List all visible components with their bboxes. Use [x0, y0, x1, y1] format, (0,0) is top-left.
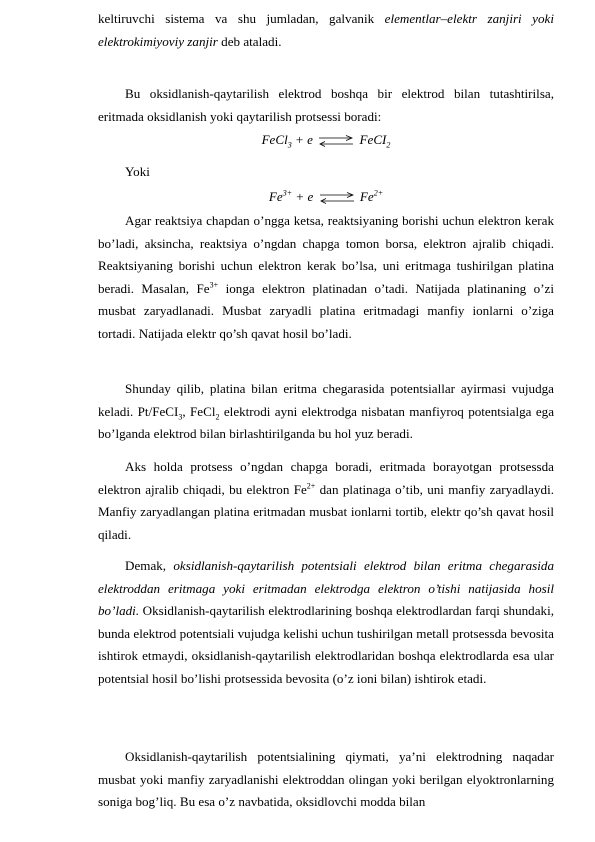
eq2-right-sup: 2+	[373, 188, 384, 198]
paragraph-1-block	[98, 8, 554, 53]
paragraph-2-block	[98, 83, 554, 128]
eq1-right-sub: 2	[386, 140, 391, 150]
paragraph-3	[98, 210, 554, 345]
p6-italic-definition: oksidlanish-qaytarilish potentsiali elektrod bilan eritma chegarasida elektroddan eritmaga yoki eritmadan elektrodga elektron o’tishi natijasida hosil bo’ladi.	[98, 558, 554, 619]
eq2-right: Fe	[359, 189, 374, 204]
paragraph-5	[98, 456, 554, 546]
p3-text-a: Agar reaktsiya chapdan o’ngga ketsa, reaktsiyaning borishi uchun elektron kerak bo’ladi, aksincha, reaktsiya o’ngdan chapga tomon borsa, elektron ajralib chiqadi. Reaktsiyaning borishi uchun elektron kerak bo’lsa, uni eritmaga tushirilgan platina beradi. Masalan, Fe	[98, 213, 554, 296]
paragraph-1	[98, 8, 554, 53]
p3-text-b: ionga elektron platinadan o’tadi. Natijada platinaning o’zi musbat zaryadlanadi. Musbat zaryadli platina eritmadagi manfiy ionlarni o’ziga tortadi. Natijada elektr qo’sh qavat hosil bo’ladi.	[98, 280, 555, 341]
p5-charge: 2+	[306, 481, 316, 491]
p1-text-a: keltiruvchi sistema va shu jumladan, galvanik	[98, 11, 385, 26]
paragraph-2: Bu oksidlanish-qaytarilish elektrod boshqa bir elektrod bilan tutashtirilsa, eritmada oksidlanish yoki qaytarilish protsessi boradi:	[98, 86, 554, 124]
p6-text-c: Oksidlanish-qaytarilish elektrodlarining boshqa elektrodlardan farqi shundaki, bunda elektrod potentsiali vujudga kelishi uchun tushirilgan metall protsessda bevosita ishtirok etmaydi, oksidlanish-qaytarilish elektrodlaridan boshqa elektrodlarda esa ular potentsial hosil bo’lishi protsessida bevosita (o’z ioni bilan) ishtirok etadi.	[98, 603, 554, 686]
equation-1	[98, 129, 554, 151]
yoki-label: Yoki	[125, 164, 150, 179]
equilibrium-arrow-icon	[319, 135, 353, 147]
eq2-mid: + e	[292, 189, 314, 204]
eq2-left: Fe	[268, 189, 283, 204]
paragraph-3-block	[98, 210, 554, 345]
paragraph-7-block	[98, 746, 554, 814]
eq2-left-sup: 3+	[282, 188, 293, 198]
paragraph-6-block	[98, 555, 554, 690]
paragraph-4-block	[98, 378, 554, 446]
p4-sub-1: 3	[178, 412, 183, 422]
p1-text-c: deb ataladi.	[217, 33, 282, 49]
p4-text-a: Shunday qilib, platina bilan eritma chegarasida potentsiallar ayirmasi vujudga keladi. Pt/FeCI	[98, 381, 554, 419]
p5-text-a: Aks holda protsess o’ngdan chapga boradi, eritmada borayotgan protsessda elektron ajralib chiqadi, bu elektron Fe	[98, 459, 554, 497]
p6-text-a: Demak,	[125, 558, 174, 573]
paragraph-4	[98, 378, 554, 446]
equilibrium-arrow-icon	[320, 192, 354, 204]
paragraph-6	[98, 555, 554, 690]
eq1-mid: + e	[291, 132, 313, 147]
eq1-right: FeCI	[359, 132, 387, 147]
p3-charge: 3+	[209, 280, 219, 290]
p4-sub-2: 2	[215, 412, 220, 422]
p4-text-c: elektrodi ayni elektrodga nisbatan manfiyroq potentsialga ega bo’lganda elektrod bilan birlashtirilganda bu hol yuz beradi.	[98, 403, 555, 442]
eq1-left-sub: 3	[287, 140, 292, 150]
eq1-left: FeCl	[261, 132, 288, 147]
paragraph-7: Oksidlanish-qaytarilish potentsialining qiymati, ya’ni elektrodning naqadar musbat yoki manfiy zaryadlanishi elektroddan olingan yoki berilgan elyoktronlarning soniga bog’liq. Bu esa o’z navbatida, oksidlovchi modda bilan	[98, 749, 554, 810]
p1-italic-term: elementlar–elektr zanjiri yoki elektrokimiyoviy zanjir	[98, 11, 554, 49]
paragraph-5-block	[98, 456, 554, 546]
equation-2	[98, 186, 554, 208]
p4-text-b: , FeCl	[182, 403, 216, 419]
p5-text-b: dan platinaga o’tib, uni manfiy zaryadlaydi. Manfiy zaryadlangan platina eritmadan musbat ionlarni tortib, elektr qo’sh qavat hosil qiladi.	[98, 481, 554, 542]
